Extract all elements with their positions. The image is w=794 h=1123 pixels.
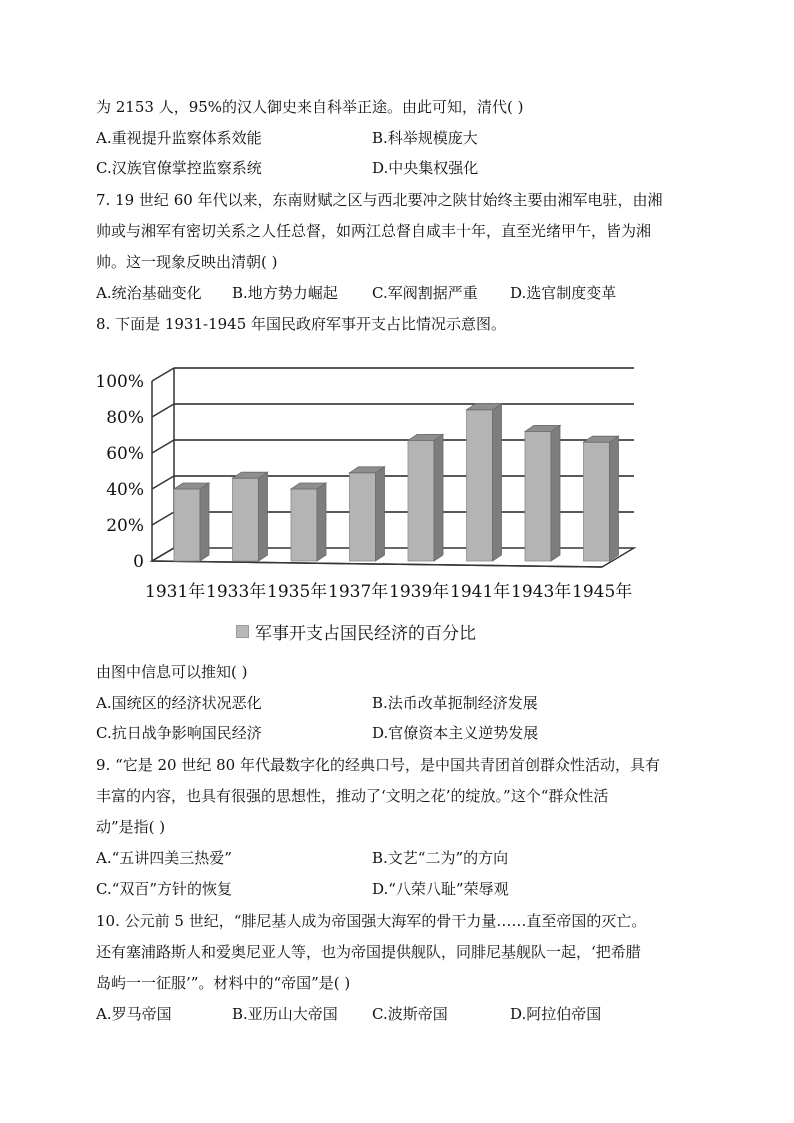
x-tick-label: 1937年 <box>328 582 389 602</box>
q9-stem-line-1: 9. “它是 20 世纪 80 年代最数字化的经典口号，是中国共青团首创群众性活动，具有 <box>96 756 660 774</box>
q10-option-b: B.亚历山大帝国 <box>232 1005 338 1023</box>
legend-swatch <box>236 625 249 638</box>
chart-bar <box>584 436 619 561</box>
q9-option-d: D.“八荣八耻”荣辱观 <box>372 880 509 898</box>
q8-option-c: C.抗日战争影响国民经济 <box>96 724 262 742</box>
chart-gridlines <box>152 368 634 561</box>
q6-option-a: A.重视提升监察体系效能 <box>96 129 262 147</box>
chart-x-tick-labels <box>145 581 632 602</box>
q10-option-a: A.罗马帝国 <box>96 1005 172 1023</box>
chart-bar <box>525 425 560 561</box>
q8-option-d: D.官僚资本主义逆势发展 <box>372 724 539 742</box>
q7-option-c: C.军阀割据严重 <box>372 284 478 302</box>
x-tick-label: 1933年 <box>206 582 267 602</box>
q10-stem-line-1: 10. 公元前 5 世纪，“腓尼基人成为帝国强大海军的骨干力量……直至帝国的灭亡。 <box>96 912 647 930</box>
y-tick-label: 80% <box>106 408 144 428</box>
q7-stem-line-3: 帅。这一现象反映出清朝( ) <box>96 253 278 271</box>
chart-y-tick-labels <box>95 372 144 572</box>
q6-option-d: D.中央集权强化 <box>372 159 479 177</box>
x-tick-label: 1939年 <box>389 582 450 602</box>
x-tick-label: 1935年 <box>267 582 328 602</box>
chart-bar <box>350 467 385 561</box>
y-tick-label: 60% <box>106 444 144 464</box>
chart-bar <box>408 434 443 561</box>
q9-stem-line-2: 丰富的内容，也具有很强的思想性，推动了‘文明之花’的绽放。”这个“群众性活 <box>96 787 609 805</box>
chart-bar <box>291 483 326 561</box>
q8-stem: 8. 下面是 1931-1945 年国民政府军事开支占比情况示意图。 <box>96 315 507 333</box>
q7-option-b: B.地方势力崛起 <box>232 284 338 302</box>
q9-option-a: A.“五讲四美三热爱” <box>96 849 232 867</box>
y-tick-label: 0 <box>133 552 144 572</box>
y-tick-label: 100% <box>95 372 144 392</box>
chart-bars <box>174 404 619 561</box>
q7-stem-line-1: 7. 19 世纪 60 年代以来，东南财赋之区与西北要冲之陕甘始终主要由湘军电驻，由湘 <box>96 191 663 209</box>
legend-label: 军事开支占国民经济的百分比 <box>255 624 476 644</box>
q10-stem-line-3: 岛屿一一征服’”。材料中的“帝国”是( ) <box>96 974 351 992</box>
x-tick-label: 1941年 <box>450 582 511 602</box>
q8-option-a: A.国统区的经济状况恶化 <box>96 694 262 712</box>
chart-bar <box>233 472 268 561</box>
q7-option-d: D.选官制度变革 <box>510 284 617 302</box>
q6-option-b: B.科举规模庞大 <box>372 129 478 147</box>
x-tick-label: 1945年 <box>572 582 633 602</box>
q10-option-d: D.阿拉伯帝国 <box>510 1005 602 1023</box>
x-tick-label: 1943年 <box>511 582 572 602</box>
chart-bar <box>174 483 209 561</box>
q10-stem-line-2: 还有塞浦路斯人和爱奥尼亚人等，也为帝国提供舰队，同腓尼基舰队一起，‘把希腊 <box>96 943 641 961</box>
chart-legend <box>236 622 476 646</box>
chart-axes <box>152 368 634 567</box>
y-tick-label: 40% <box>106 480 144 500</box>
q9-option-c: C.“双百”方针的恢复 <box>96 880 233 898</box>
q8-question: 由图中信息可以推知( ) <box>96 663 248 681</box>
q6-stem-tail: 为 2153 人，95%的汉人御史来自科举正途。由此可知，清代( ) <box>96 98 524 116</box>
q9-option-b: B.文艺“二为”的方向 <box>372 849 509 867</box>
y-tick-label: 20% <box>106 516 144 536</box>
chart-bar <box>467 404 502 561</box>
q9-stem-line-3: 动”是指( ) <box>96 818 166 836</box>
q6-option-c: C.汉族官僚掌控监察系统 <box>96 159 262 177</box>
military-spending-chart <box>90 355 650 617</box>
q10-option-c: C.波斯帝国 <box>372 1005 448 1023</box>
q8-option-b: B.法币改革扼制经济发展 <box>372 694 538 712</box>
x-tick-label: 1931年 <box>145 582 206 602</box>
q7-option-a: A.统治基础变化 <box>96 284 202 302</box>
q7-stem-line-2: 帅或与湘军有密切关系之人任总督，如两江总督自咸丰十年，直至光绪甲午，皆为湘 <box>96 222 652 240</box>
